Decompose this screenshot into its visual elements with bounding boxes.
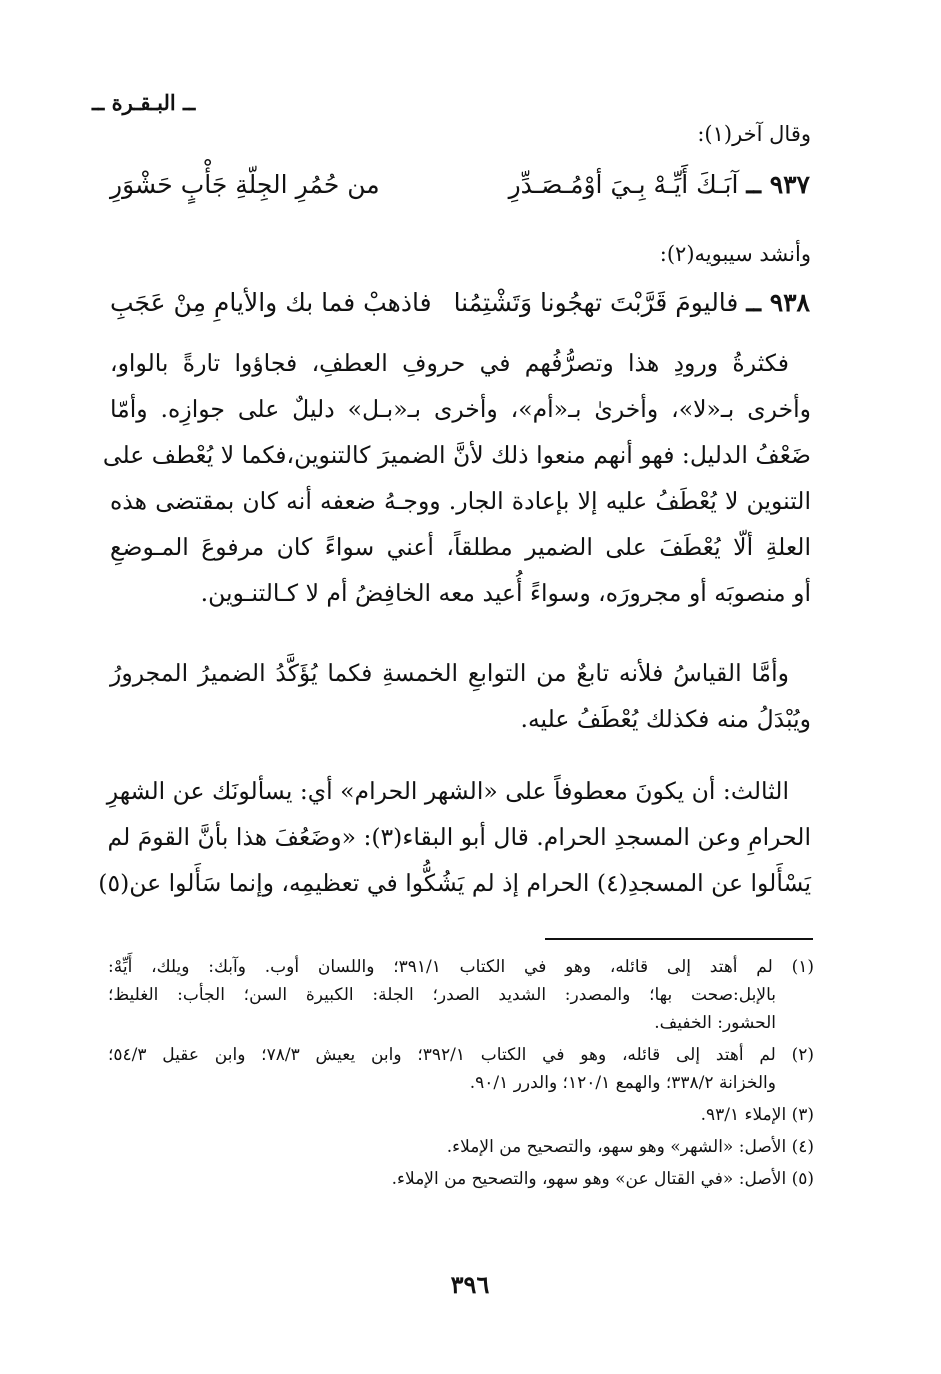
- paragraph-1-line: أو منصوبَه أو مجرورَه، وسواءً أُعيد معه الخافِضُ أم لا كـالتنـوين.: [200, 579, 811, 607]
- paragraph-3-line: الثالث: أن يكونَ معطوفاً على «الشهر الحرام» أي: يسألونَك عن الشهرِ: [106, 777, 789, 805]
- paragraph-2-line: ويُبْدَلُ منه فكذلك يُعْطَفُ عليه.: [520, 705, 811, 733]
- verse-937-hemistich-1: آبَـكَ أَيِّـهْ بِـيَ أوْمُـصَـدِّرِ: [508, 170, 739, 199]
- footnote-5: [108, 1165, 814, 1193]
- paragraph-1: [102, 340, 811, 616]
- verse-intro-938: وأنشد سيبويه(٢):: [659, 242, 811, 266]
- footnotes: [108, 953, 814, 1193]
- verse-937-first-hemistich: [509, 170, 810, 199]
- paragraph-1-line: العلةِ ألّا يُعْطَفَ على الضمير مطلقاً، أعني سواءً كان مرفوعَ المـوضعِ: [110, 533, 811, 561]
- verse-intro-937: وقال آخر(١):: [697, 122, 811, 146]
- page-number: ٣٩٦: [450, 1270, 490, 1299]
- verse-937-number: ٩٣٧ ــ: [746, 170, 810, 199]
- paragraph-3-line: الحرامِ وعن المسجدِ الحرام. قال أبو البقاء(٣): «وضَعُفَ هذا بأنَّ القومَ لم: [107, 823, 811, 851]
- paragraph-2: [110, 650, 811, 742]
- verse-938: [110, 288, 810, 328]
- footnote-3: [108, 1101, 814, 1129]
- footnote-line: والخزانة ٣٣٨/٢؛ والهمع ١٢٠/١؛ والدرر ٩٠/١.: [469, 1073, 776, 1093]
- paragraph-1-line: وأخرى بـ«لا»، وأخرىٰ بـ«أم»، وأخرى بـ«بـل» دليلٌ على جوازِه. وأمّا: [110, 395, 811, 423]
- paragraph-1-line: التنوين لا يُعْطَفُ عليه إلا بإعادة الجار. ووجـهُ ضعفه أنه كان بمقتضى هذه: [110, 487, 811, 515]
- paragraph-1-line: فكثرةُ ورودِ هذا وتصرُّفُهم في حروفِ العطفِ، فجاؤوا تارةً بالواو،: [110, 349, 789, 377]
- paragraph-2-line: وأمَّا القياسُ فلأنه تابعٌ من التوابعِ الخمسةِ فكما يُؤَكَّدُ الضميرُ المجرورُ: [110, 659, 789, 687]
- paragraph-1-line: ضَعْفُ الدليل: فهو أنهم منعوا ذلك لأنَّ الضميرَ كالتنوين،فكما لا يُعْطف على: [102, 441, 811, 469]
- verse-937: [110, 170, 810, 210]
- footnote-separator: [545, 938, 813, 940]
- running-header: ــ البـقـرة ــ: [92, 90, 196, 115]
- footnote-line: بالإبل:صحت بها؛ والمصدر: الشديد الصدر؛ الجلة: الكبيرة السن؛ الجأب: الغليظ؛: [108, 985, 777, 1005]
- verse-938-hemistich-2: فاذهبْ فما بك والأيامِ مِنْ عَجَبِ: [110, 288, 432, 317]
- footnote-2: [108, 1041, 814, 1097]
- footnote-line: الحشور: الخفيف.: [654, 1013, 776, 1033]
- footnote-line: (٢) لم أهتد إلى قائله، وهو في الكتاب ٣٩٢/١؛ وابن يعيش ٧٨/٣؛ وابن عقيل ٥٤/٣؛: [108, 1045, 814, 1065]
- footnote-4: [108, 1133, 814, 1161]
- footnote-line: (٤) الأصل: «الشهر» وهو سهو، والتصحيح من الإملاء.: [446, 1137, 814, 1157]
- verse-938-number: ٩٣٨ ــ: [746, 288, 810, 317]
- paragraph-3: [98, 768, 811, 906]
- footnote-line: (٣) الإملاء ٩٣/١.: [700, 1105, 814, 1125]
- verse-938-hemistich-1: فاليومَ قَرَّبْتَ تهجُونا وَتَشْتِمُنا: [453, 288, 739, 317]
- footnote-line: (١) لم أهتد إلى قائله، وهو في الكتاب ٣٩١/١؛ واللسان أوب. وآبك: ويلك، أَيِّهْ:: [108, 957, 814, 977]
- footnote-1: [108, 953, 814, 1037]
- footnote-line: (٥) الأصل: «في القتال عن» وهو سهو، والتصحيح من الإملاء.: [391, 1169, 814, 1189]
- paragraph-3-line: يَسْأَلوا عن المسجدِ(٤) الحرام إذ لم يَشُكُّوا في تعظيمِه، وإنما سَأَلوا عن(٥): [98, 869, 811, 897]
- verse-938-first-hemistich: [454, 288, 810, 317]
- verse-937-hemistich-2: من حُمُرِ الجِلّةِ جَأْبٍ حَشْوَرِ: [110, 170, 380, 199]
